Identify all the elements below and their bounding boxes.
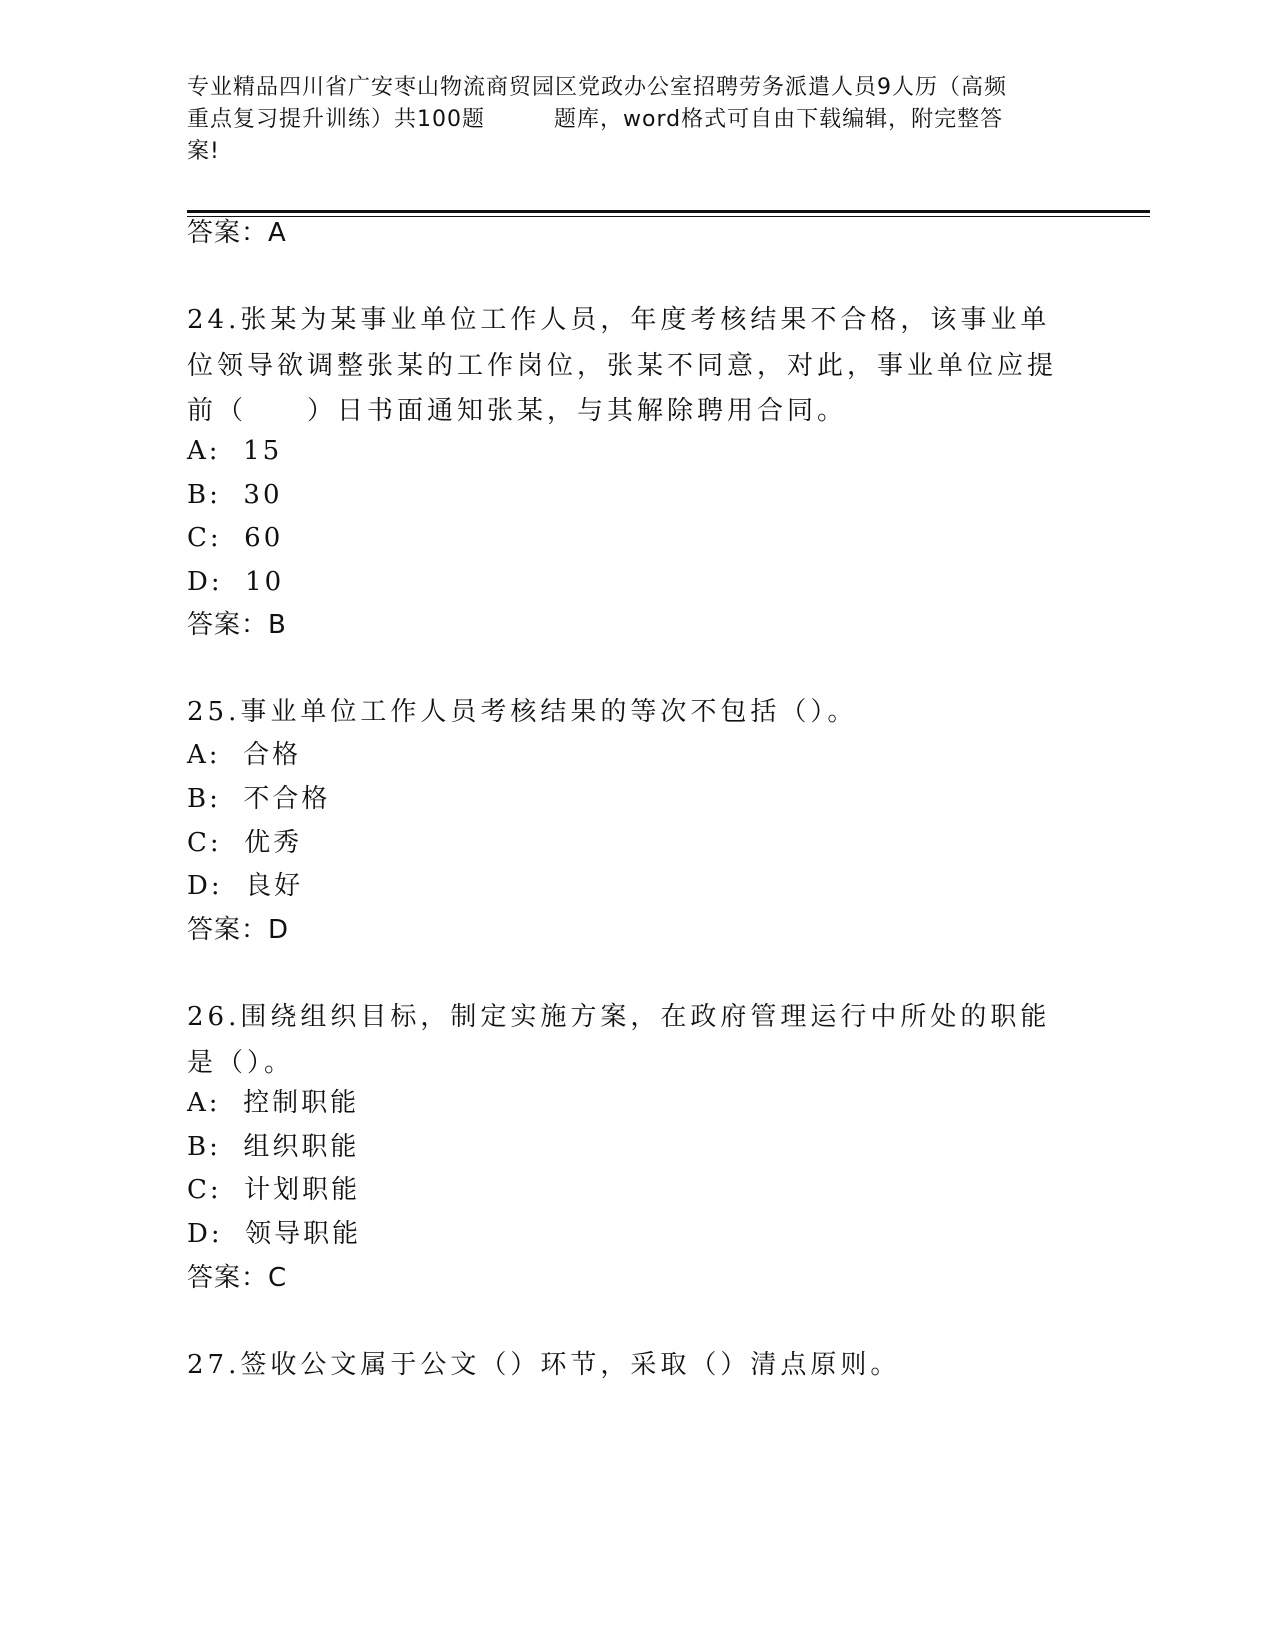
question-25-text: 25.事业单位工作人员考核结果的等次不包括（）。 xyxy=(187,697,858,727)
question-26-option-b: B: 组织职能 xyxy=(187,1132,360,1162)
question-27-text: 27.签收公文属于公文（）环节，采取（）清点原则。 xyxy=(187,1350,901,1380)
question-26-option-a: A: 控制职能 xyxy=(187,1088,360,1118)
question-25-option-b: B: 不合格 xyxy=(187,784,331,814)
question-24-option-b: B: 30 xyxy=(187,480,283,510)
document-header xyxy=(187,72,1087,168)
header-divider-thin xyxy=(187,216,1150,217)
question-26-text: 26.围绕组织目标，制定实施方案，在政府管理运行中所处的职能是（）。 xyxy=(187,1002,1051,1078)
header-line-2: 重点复习提升训练）共100题 题库，word格式可自由下载编辑，附完整答 xyxy=(187,107,1004,132)
question-24-option-c: C: 60 xyxy=(187,523,284,553)
question-24-answer: 答案：B xyxy=(187,610,287,640)
question-24-option-d: D: 10 xyxy=(187,567,285,597)
question-26-option-d: D: 领导职能 xyxy=(187,1219,362,1249)
question-25-option-c: C: 优秀 xyxy=(187,828,303,858)
header-line-1: 专业精品四川省广安枣山物流商贸园区党政办公室招聘劳务派遣人员9人历（高频 xyxy=(187,75,1007,100)
question-24-option-a: A: 15 xyxy=(187,436,283,466)
question-26-option-c: C: 计划职能 xyxy=(187,1175,361,1205)
question-24-text: 24.张某为某事业单位工作人员，年度考核结果不合格，该事业单位领导欲调整张某的工作岗位，张某不同意，对此，事业单位应提前（ ）日书面通知张某，与其解除聘用合同。 xyxy=(187,305,1058,426)
question-25-option-a: A: 合格 xyxy=(187,740,302,770)
question-26-answer: 答案：C xyxy=(187,1263,288,1293)
question-25-answer: 答案：D xyxy=(187,915,290,945)
answer-prev: 答案：A xyxy=(187,218,287,248)
header-divider-thick xyxy=(187,210,1150,213)
question-25-option-d: D: 良好 xyxy=(187,871,304,901)
header-line-3: 案! xyxy=(187,139,220,164)
